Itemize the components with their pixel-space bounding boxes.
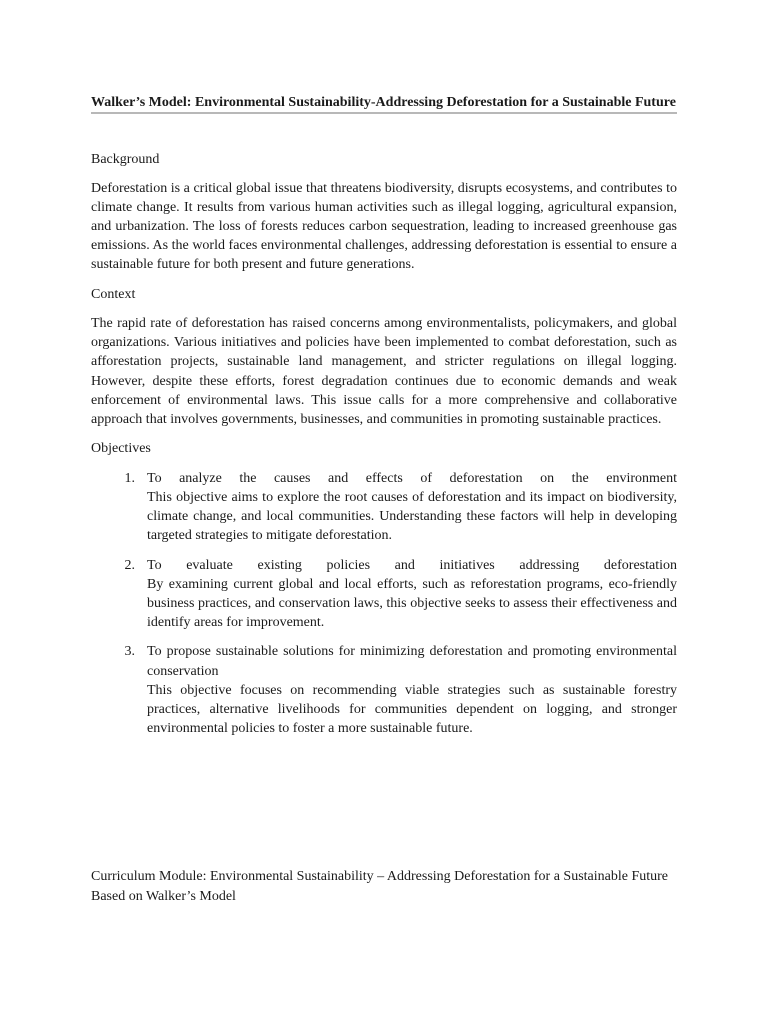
objectives-list	[91, 469, 677, 739]
based-on-line: Based on Walker’s Model	[91, 888, 236, 904]
objective-heading: To propose sustainable solutions for minimizing deforestation and promoting environmental conservation	[147, 644, 677, 679]
objective-item	[91, 642, 677, 738]
objectives-heading: Objectives	[91, 441, 151, 457]
objective-heading: To analyze the causes and effects of deforestation on the environment	[147, 470, 677, 486]
background-heading: Background	[91, 152, 160, 167]
document-title: Walker’s Model: Environmental Sustainability-Addressing Deforestation for a Sustainable Future	[91, 94, 677, 114]
objective-number: 2.	[124, 557, 135, 573]
document-page	[91, 94, 677, 748]
objective-item	[91, 556, 677, 633]
objective-description: This objective aims to explore the root causes of deforestation and its impact on biodiversity, climate change, and local communities. Understanding these factors will help in developing targeted strategies to mitigate deforestation.	[147, 489, 677, 544]
objective-description: This objective focuses on recommending viable strategies such as sustainable forestry practices, alternative livelihoods for communities dependent on logging, and stronger environmental policies to foster a more sustainable future.	[147, 682, 677, 737]
module-title: Curriculum Module: Environmental Sustainability – Addressing Deforestation for a Sustainable Future	[91, 869, 669, 884]
context-heading: Context	[91, 286, 136, 302]
objective-item	[91, 469, 677, 546]
objective-heading: To evaluate existing policies and initiatives addressing deforestation	[147, 557, 677, 573]
objective-description: By examining current global and local efforts, such as reforestation programs, eco-friendly business practices, and conservation laws, this objective seeks to assess their effectiveness and identify areas for improvement.	[147, 576, 677, 631]
module-footer	[91, 867, 677, 906]
objective-number: 1.	[124, 470, 135, 486]
objective-number: 3.	[124, 644, 135, 660]
context-paragraph: The rapid rate of deforestation has raised concerns among environmentalists, policymakers, and global organizations. Various initiatives and policies have been implemented to combat deforestation, such as afforestation projects, sustainable land management, and stricter regulations on illegal logging. However, despite these efforts, forest degradation continues due to economic demands and weak enforcement of environmental laws. This issue calls for a more comprehensive and collaborative approach that involves governments, businesses, and communities in promoting sustainable practices.	[91, 316, 677, 428]
background-paragraph: Deforestation is a critical global issue that threatens biodiversity, disrupts ecosystems, and contributes to climate change. It results from various human activities such as illegal logging, agricultural expansion, and urbanization. The loss of forests reduces carbon sequestration, leading to increased greenhouse gas emissions. As the world faces environmental challenges, addressing deforestation is essential to ensure a sustainable future for both present and future generations.	[91, 180, 677, 273]
